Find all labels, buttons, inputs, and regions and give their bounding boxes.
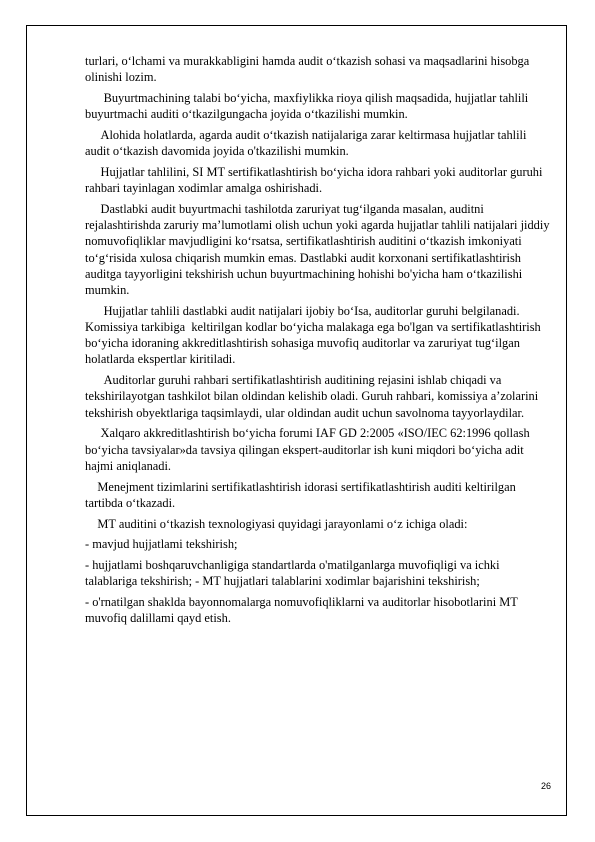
paragraph: Menejment tizimlarini sertifikatlashtirish idorasi sertifikatlashtirish auditi keltirilgan tartibda o‘tkazadi. — [85, 479, 519, 510]
paragraph: Buyurtmachining talabi bo‘yicha, maxfiylikka rioya qilish maqsadida, hujjatlar tahlili buyurtmachi auditi o‘tkazilgungacha joyida o‘tkazilishi mumkin. — [85, 91, 532, 122]
paragraph: Dastlabki audit buyurtmachi tashilotda zaruriyat tug‘ilganda masalan, auditni rejalashtirishda zaruriy ma’lumotlami olish uchun yoki agarda hujjatlar tahlili natijalari jiddiy nomuvofiqliklar mavjudligini ko‘rsatsa, sertifikatlashtirish auditini o‘tkazish imkoniyati to‘g‘risida xulosa chiqarish mumkin emas. Dastlabki audit korxonani sertifikatlashtirish auditga tayyorligini tekshirish uchun buyurtmachining hohishi bo'yicha ham o‘tkazilishi mumkin. — [85, 202, 553, 298]
list-item: - mavjud hujjatlami tekshirish; — [85, 537, 238, 552]
list-item: - hujjatlami boshqaruvchanligiga standartlarda o'matilganlarga muvofiqligi va ichki talablariga tekshirish; - MT hujjatlari talablarini xodimlar bajarishini tekshirish; — [85, 558, 500, 589]
paragraph: Auditorlar guruhi rahbari sertifikatlashtirish auditining rejasini ishlab chiqadi va tekshirilayotgan tashkilot bilan oldindan kelishib oladi. Guruh rahbari, komissiya a’zolarini tekshirish obyektlariga taqsimlaydi, ular oldindan audit uchun savolnoma tayyorlaydilar. — [85, 373, 542, 420]
paragraph: Alohida holatlarda, agarda audit o‘tkazish natijalariga zarar keltirmasa hujjatlar tahlili audit o‘tkazish davomida joyida o'tkazilishi mumkin. — [85, 128, 530, 159]
page-number: 26 — [541, 781, 552, 791]
paragraph: Hujjatlar tahlili dastlabki audit natijalari ijobiy bo‘Isa, auditorlar guruhi belgilanadi. Komissiya tarkibiga keltirilgan kodlar bo‘yicha malakaga ega bo'lgan va sertifikatlashtirish bo‘yicha idoraning akkreditlashtirish sohasiga muvofiq auditorlar va zaruriyat tug‘ilgan holatlarda ekspertlar kiritiladi. — [85, 303, 544, 367]
paragraph: Xalqaro akkreditlashtirish bo‘yicha forumi IAF GD 2:2005 «ISO/IEC 62:1996 qollash bo‘yicha tavsiyalar»da tavsiya qilingan ekspert-auditorlar ish kuni miqdori bo‘yicha adit hajmi aniqlanadi. — [85, 426, 533, 473]
paragraph: Hujjatlar tahlilini, SI MT sertifikatlashtirish bo‘yicha idora rahbari yoki auditorlar guruhi rahbari tayinlagan xodimlar amalga oshirishadi. — [85, 165, 546, 196]
paragraph: turlari, o‘lchami va murakkabligini hamda audit o‘tkazish sohasi va maqsadlarini hisobga olinishi lozim. — [85, 54, 530, 85]
document-body — [85, 53, 553, 631]
list-item: - o'rnatilgan shaklda bayonnomalarga nomuvofiqliklarni va auditorlar hisobotlarini MT muvofiq dalillami qayd etish. — [85, 595, 518, 626]
paragraph: MT auditini o‘tkazish texnologiyasi quyidagi jarayonlami o‘z ichiga oladi: — [85, 516, 468, 531]
